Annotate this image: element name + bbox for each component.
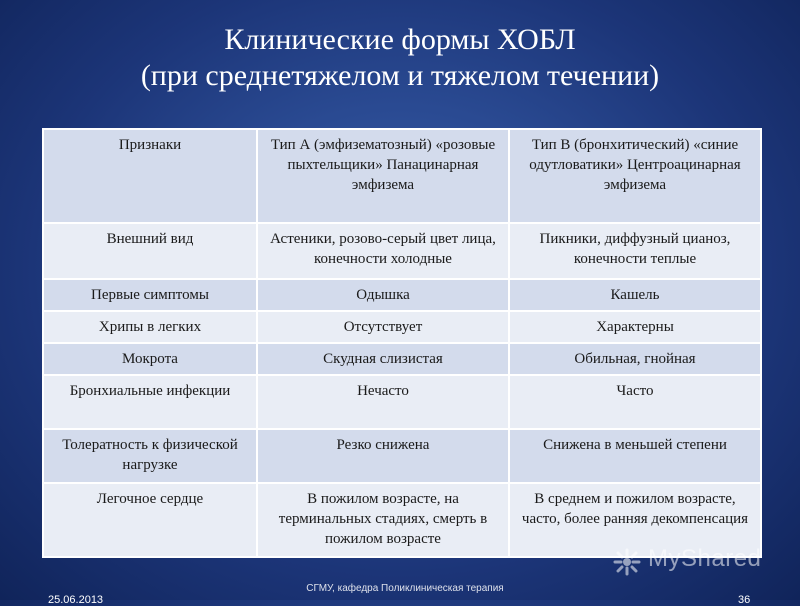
table-cell: Одышка xyxy=(257,279,509,311)
slide-title-line2: (при среднетяжелом и тяжелом течении) xyxy=(140,59,660,92)
table-cell: Резко снижена xyxy=(257,429,509,483)
table-cell: Пикники, диффузный цианоз, конечности теплые xyxy=(509,223,761,279)
table-cell: Обильная, гнойная xyxy=(509,343,761,375)
table-cell: Внешний вид xyxy=(43,223,257,279)
table-cell: Хрипы в легких xyxy=(43,311,257,343)
watermark-text: MyShared xyxy=(648,545,762,572)
table-row xyxy=(43,223,761,279)
footer-page-number: 36 xyxy=(738,594,751,606)
table-row xyxy=(43,343,761,375)
table-cell: Астеники, розово-серый цвет лица, конечности холодные xyxy=(257,223,509,279)
comparison-table xyxy=(42,128,762,558)
table-cell: В среднем и пожилом возрасте, часто, более ранняя декомпенсация xyxy=(509,483,761,557)
table-cell: Часто xyxy=(509,375,761,429)
table-cell: Кашель xyxy=(509,279,761,311)
table-row xyxy=(43,375,761,429)
table-row xyxy=(43,429,761,483)
table-cell: Бронхиальные инфекции xyxy=(43,375,257,429)
table-cell: В пожилом возрасте, на терминальных стадиях, смерть в пожилом возрасте xyxy=(257,483,509,557)
table-cell: Снижена в меньшей степени xyxy=(509,429,761,483)
table-cell: Скудная слизистая xyxy=(257,343,509,375)
table-cell: Характерны xyxy=(509,311,761,343)
footer-date: 25.06.2013 xyxy=(48,594,104,606)
table-header-row xyxy=(43,129,761,223)
table-cell: Легочное сердце xyxy=(43,483,257,557)
table-cell: Мокрота xyxy=(43,343,257,375)
table-cell: Нечасто xyxy=(257,375,509,429)
table-row xyxy=(43,279,761,311)
slide-footer xyxy=(0,564,800,606)
table-cell: Первые симптомы xyxy=(43,279,257,311)
table-cell: Отсутствует xyxy=(257,311,509,343)
table-header-cell: Тип В (бронхитический) «синие одутловатики» Центроацинарная эмфизема xyxy=(509,129,761,223)
table-row xyxy=(43,311,761,343)
slide-title-line1: Клинические формы ХОБЛ xyxy=(224,23,576,56)
table-cell: Толератность к физической нагрузке xyxy=(43,429,257,483)
slide-title xyxy=(0,22,800,94)
table-header-cell: Тип А (эмфизематозный) «розовые пыхтельщики» Панацинарная эмфизема xyxy=(257,129,509,223)
footer-department: СГМУ, кафедра Поликлиническая терапия xyxy=(306,583,504,594)
table-header-cell: Признаки xyxy=(43,129,257,223)
